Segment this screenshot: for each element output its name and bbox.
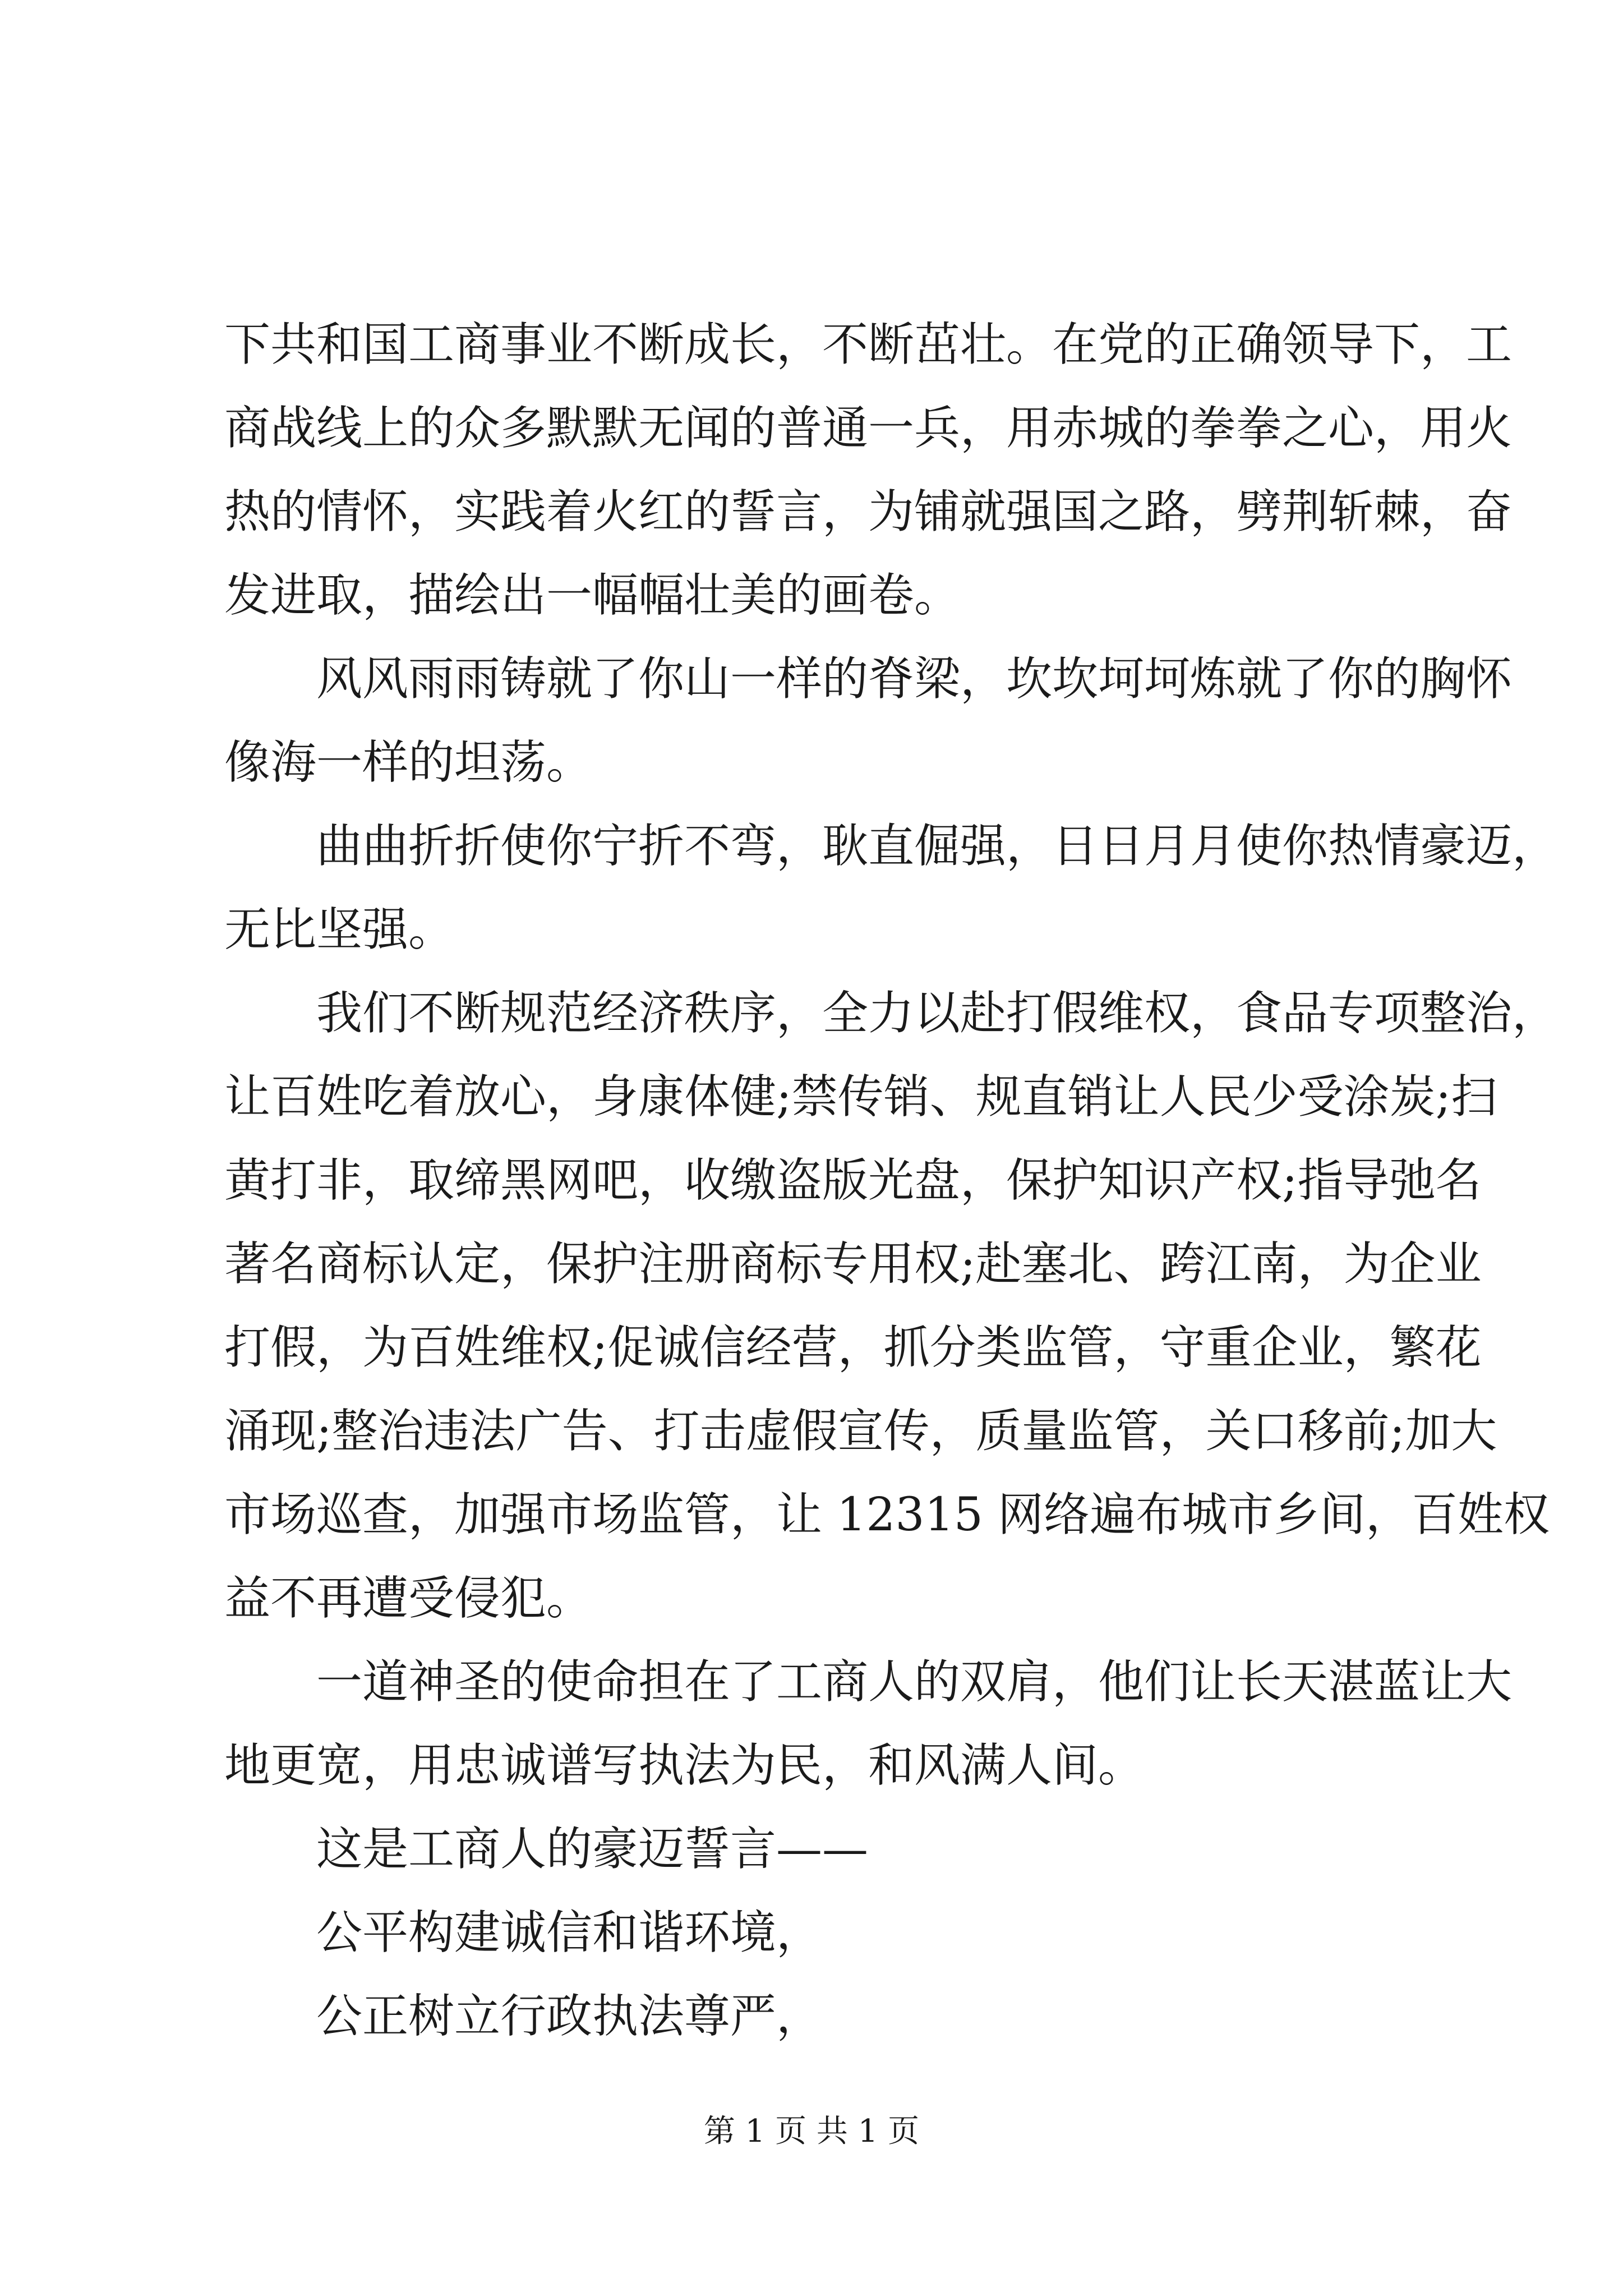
text-line: 商战线上的众多默默无闻的普通一兵，用赤城的拳拳之心，用火: [224, 402, 1513, 455]
text-line: 让百姓吃着放心，身康体健;禁传销、规直销让人民少受涂炭;扫: [224, 1070, 1497, 1124]
text-line: 一道神圣的使命担在了工商人的双肩，他们让长天湛蓝让大: [224, 1655, 1513, 1709]
text-line: 这是工商人的豪迈誓言——: [224, 1823, 869, 1876]
text-line: 发进取，描绘出一幅幅壮美的画卷。: [224, 569, 961, 622]
text-line: 公平构建诚信和谐环境，: [224, 1906, 823, 1959]
text-line: 地更宽，用忠诚谱写执法为民，和风满人间。: [224, 1739, 1145, 1792]
page-footer: [0, 2112, 1623, 2151]
text-line: 风风雨雨铸就了你山一样的脊梁，坎坎坷坷炼就了你的胸怀: [224, 652, 1513, 706]
text-line: 黄打非，取缔黑网吧，收缴盗版光盘，保护知识产权;指导弛名: [224, 1154, 1482, 1207]
text-line: 涌现;整治违法广告、打击虚假宣传，质量监管，关口移前;加大: [224, 1405, 1497, 1458]
body-text: [224, 303, 1559, 2058]
text-line: 益不再遭受侵犯。: [224, 1572, 593, 1625]
text-line: 市场巡查，加强市场监管，让 12315 网络遍布城市乡间，百姓权: [224, 1488, 1550, 1542]
text-line: 热的情怀，实践着火红的誓言，为铺就强国之路，劈荆斩棘，奋: [224, 485, 1513, 539]
text-line: 像海一样的坦荡。: [224, 736, 593, 789]
text-line: 打假，为百姓维权;促诚信经营，抓分类监管，守重企业，繁花: [224, 1321, 1482, 1374]
page-number: 第 1 页 共 1 页: [703, 2113, 920, 2150]
text-line: 曲曲折折使你宁折不弯，耿直倔强，日日月月使你热情豪迈，: [224, 820, 1559, 873]
text-line: 著名商标认定，保护注册商标专用权;赴塞北、跨江南，为企业: [224, 1237, 1482, 1291]
text-line: 公正树立行政执法尊严，: [224, 1990, 823, 2043]
text-line: 无比坚强。: [224, 903, 455, 956]
text-line: 我们不断规范经济秩序，全力以赴打假维权，食品专项整治，: [224, 987, 1559, 1040]
text-line: 下共和国工商事业不断成长，不断茁壮。在党的正确领导下，工: [224, 318, 1513, 371]
